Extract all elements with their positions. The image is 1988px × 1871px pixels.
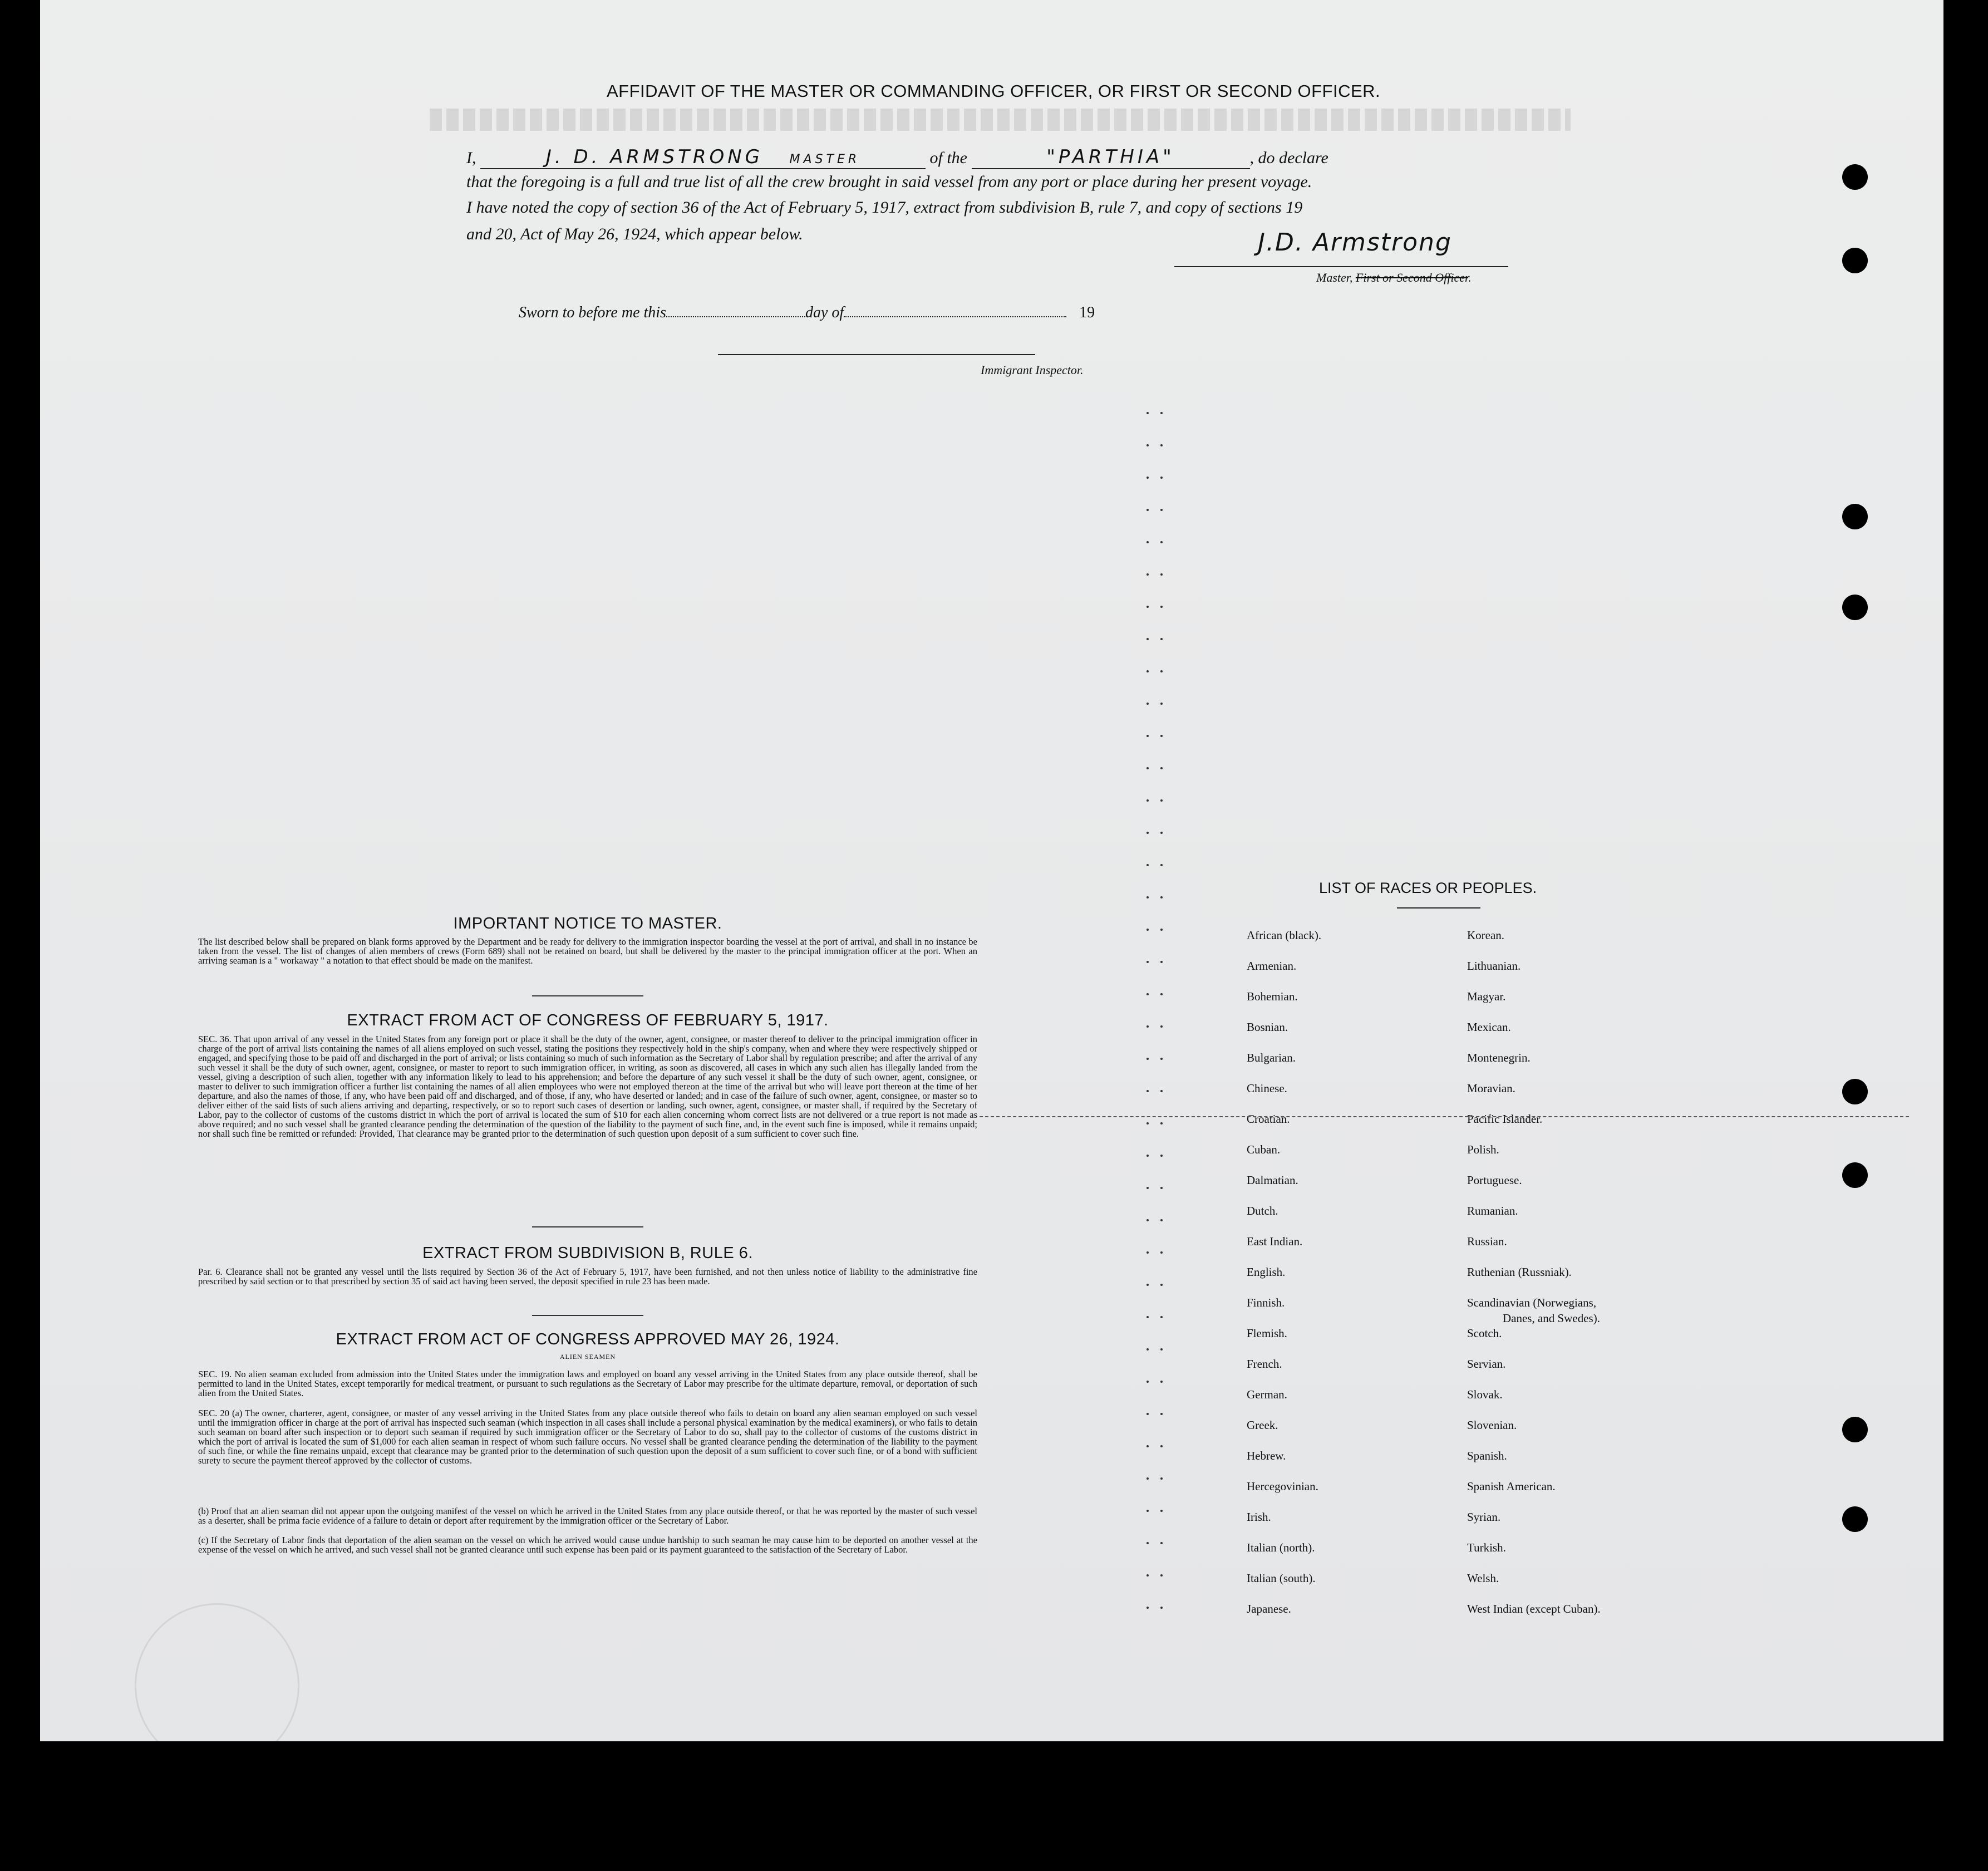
dot-leader bbox=[1146, 1251, 1149, 1254]
dot-leader bbox=[1146, 1413, 1149, 1415]
left-race-item: Italian (north). bbox=[1247, 1541, 1315, 1554]
dot-leader bbox=[1146, 638, 1149, 640]
right-race-item: Turkish. bbox=[1467, 1541, 1506, 1554]
page-fold bbox=[980, 1116, 1909, 1117]
right-race-item: Ruthenian (Russniak). bbox=[1467, 1265, 1572, 1279]
left-race-item: Dutch. bbox=[1247, 1204, 1278, 1217]
dot-leader bbox=[1146, 896, 1149, 898]
extract-1917-title: EXTRACT FROM ACT OF CONGRESS OF FEBRUARY 5, 1917. bbox=[347, 1011, 829, 1029]
dot-leader bbox=[1160, 1574, 1163, 1577]
right-race-item: Slovak. bbox=[1467, 1388, 1503, 1401]
left-race-item: Irish. bbox=[1247, 1510, 1271, 1524]
master-name: J. D. ARMSTRONG bbox=[545, 146, 764, 168]
dot-leader bbox=[1160, 1122, 1163, 1124]
affidavit-line-1 bbox=[466, 146, 1328, 169]
right-race-item: Russian. bbox=[1467, 1235, 1507, 1248]
dot-leader bbox=[1146, 929, 1149, 931]
left-race-item: Dalmatian. bbox=[1247, 1173, 1298, 1187]
right-race-item: Spanish. bbox=[1467, 1449, 1507, 1462]
dot-leader bbox=[1146, 573, 1149, 576]
binder-hole bbox=[1842, 504, 1868, 529]
races-title-underline bbox=[1397, 907, 1480, 909]
dot-leader bbox=[1146, 1187, 1149, 1189]
sec20b-body: (b) Proof that an alien seaman did not appear upon the outgoing manifest of the vessel on which he arrived in the United States from any place outside thereof, or that he was reported by the master of such vessel as a deserter, shall be prima facie evidence of a failure to detain or deport after requirement by the immigration officer or the Secretary of Labor. bbox=[198, 1506, 977, 1526]
dot-leader bbox=[1160, 896, 1163, 898]
dot-leader bbox=[1160, 1090, 1163, 1092]
right-race-item: Spanish American. bbox=[1467, 1480, 1556, 1493]
dot-leader bbox=[1160, 573, 1163, 576]
signature-label bbox=[1316, 271, 1472, 285]
dot-leader bbox=[1146, 703, 1149, 705]
sworn-month-blank bbox=[844, 316, 1066, 317]
sec20a-body: SEC. 20 (a) The owner, charterer, agent, consignee, or master of any vessel arriving in the United States from any place outside thereof who fails to detain on board any alien seaman employed on such vessel until the immigration officer in charge at the port of arrival has inspected such seaman (which inspection in all cases shall include a personal physical examination by the medical examiners), or who fails to detain such seaman on board after such inspection or to deport such seaman if required by such immigration officer or the Secretary of Labor to do so, shall pay to the collector of customs of the customs district in which the port of arrival is located the sum of $1,000 for each alien seaman in respect of whom such failure occurs. No vessel shall be granted clearance pending the determination of the liability to the payment of such fine, or while the fine remains unpaid, except that clearance may be granted prior to the determination of such question upon the deposit of a sum sufficient to cover such fine, or of a bond with sufficient surety to secure the payment thereof approved by the collector of customs. bbox=[198, 1408, 977, 1466]
binder-hole bbox=[1842, 595, 1868, 620]
left-race-item: English. bbox=[1247, 1265, 1286, 1279]
master-name-field bbox=[480, 146, 926, 169]
sec20c-body: (c) If the Secretary of Labor finds that deportation of the alien seaman on the vessel on which he arrived would cause undue hardship to such seaman he may cause him to be deported on another vessel at the expense of the vessel on which he arrived, and such vessel shall not be granted clearance until such expense has been paid or its payment guaranteed to the satisfaction of the Secretary of Labor. bbox=[198, 1535, 977, 1555]
dot-leader bbox=[1160, 929, 1163, 931]
dot-leader bbox=[1160, 412, 1163, 414]
races-title: LIST OF RACES OR PEOPLES. bbox=[1319, 880, 1537, 896]
extract-1924-title: EXTRACT FROM ACT OF CONGRESS APPROVED MAY 26, 1924. bbox=[336, 1330, 840, 1348]
left-race-item: Armenian. bbox=[1247, 959, 1297, 973]
left-race-item: East Indian. bbox=[1247, 1235, 1303, 1248]
left-race-item: French. bbox=[1247, 1357, 1282, 1371]
signature-label-end: . bbox=[1468, 271, 1472, 284]
dot-leader bbox=[1146, 541, 1149, 543]
right-race-item: Pacific Islander. bbox=[1467, 1112, 1543, 1126]
dot-leader bbox=[1160, 1413, 1163, 1415]
dot-leader bbox=[1146, 412, 1149, 414]
dot-leader bbox=[1146, 864, 1149, 866]
dot-leader bbox=[1160, 735, 1163, 737]
sworn-year: 19 bbox=[1079, 304, 1095, 321]
inspector-label: Immigrant Inspector. bbox=[981, 363, 1084, 377]
dot-leader bbox=[1146, 1122, 1149, 1124]
dot-leader bbox=[1160, 509, 1163, 511]
dot-leader bbox=[1146, 832, 1149, 834]
affidavit-declare: , do declare bbox=[1249, 149, 1328, 167]
bleed-through-text bbox=[430, 109, 1571, 131]
dot-leader bbox=[1160, 1251, 1163, 1254]
dot-leader bbox=[1160, 1607, 1163, 1609]
dot-leader bbox=[1160, 799, 1163, 802]
dot-leader bbox=[1160, 961, 1163, 963]
dot-leader bbox=[1146, 606, 1149, 608]
right-race-item: Servian. bbox=[1467, 1357, 1506, 1371]
right-race-item: Montenegrin. bbox=[1467, 1051, 1531, 1064]
binder-hole bbox=[1842, 1079, 1868, 1104]
vessel-name: "PARTHIA" bbox=[1046, 146, 1175, 168]
affidavit-line-4: and 20, Act of May 26, 1924, which appear below. bbox=[466, 225, 803, 243]
left-race-item: Flemish. bbox=[1247, 1327, 1287, 1340]
extract-1917-body: SEC. 36. That upon arrival of any vessel in the United States from any foreign port or place it shall be the duty of the owner, agent, consignee, or master thereof to deliver to the principal immigration officer in charge of the port of arrival lists containing the names of all aliens employed on such vessel, stating the positions they respectively hold in the ship's company, when and where they were respectively shipped or engaged, and specifying those to be paid off and discharged in the port of arrival; or lists containing so much of such information as the Secretary of Labor shall by regulation prescribe; and after the arrival of any such vessel it shall be the duty of such owner, agent, consignee, or master to report to such immigration officer, in writing, as soon as discovered, all cases in which any such alien has illegally landed from the vessel, giving a description of such alien, together with any information likely to lead to his apprehension; and before the departure of any such vessel it shall be the duty of such owner, agent, consignee, or master to deliver to such immigration officer a further list containing the names of all alien employees who were not employed thereon at the time of the arrival but who will leave port thereon at the time of her departure, and also the names of those, if any, who have been paid off and discharged, and of those, if any, who have deserted or landed; and in case of the failure of such owner, agent, consignee, or master so to deliver either of the said lists of such aliens arriving and departing, respectively, or so to report such cases of desertion or landing, such owner, agent, consignee, or master shall, if required by the Secretary of Labor, pay to the collector of customs of the customs district in which the port of arrival is located the sum of $10 for each alien concerning whom correct lists are not delivered or a true report is not made as above required; and no such vessel shall be granted clearance pending the determination of the question of the liability to the payment of such fine, and, in the event such fine is imposed, while it remains unpaid; nor shall such fine be remitted or refunded: Provided, That clearance may be granted prior to the determination of such question upon deposit of a sum sufficient to cover such fine. bbox=[198, 1034, 977, 1139]
right-race-item: Welsh. bbox=[1467, 1572, 1499, 1585]
dot-leader bbox=[1146, 1607, 1149, 1609]
sworn-day-blank bbox=[666, 316, 805, 317]
dot-leader bbox=[1160, 1219, 1163, 1221]
right-race-item: Scotch. bbox=[1467, 1327, 1502, 1340]
left-race-item: Bulgarian. bbox=[1247, 1051, 1296, 1064]
dot-leader bbox=[1146, 961, 1149, 963]
manifest-page bbox=[40, 0, 1943, 1741]
left-race-item: Chinese. bbox=[1247, 1082, 1287, 1095]
alien-seamen-subtitle: ALIEN SEAMEN bbox=[559, 1353, 616, 1361]
sworn-line bbox=[519, 304, 1095, 322]
binder-hole bbox=[1842, 1162, 1868, 1188]
dot-leader bbox=[1160, 638, 1163, 640]
dot-leader bbox=[1146, 1542, 1149, 1544]
left-race-item: Japanese. bbox=[1247, 1602, 1291, 1615]
dot-leader bbox=[1146, 1090, 1149, 1092]
left-race-item: Hercegovinian. bbox=[1247, 1480, 1318, 1493]
dot-leader bbox=[1146, 1219, 1149, 1221]
dot-leader bbox=[1146, 670, 1149, 672]
inspector-line bbox=[718, 354, 1035, 355]
right-race-item: Portuguese. bbox=[1467, 1173, 1522, 1187]
dot-leader bbox=[1146, 1445, 1149, 1447]
right-race-item: Mexican. bbox=[1467, 1020, 1511, 1034]
dot-leader bbox=[1146, 993, 1149, 995]
dot-leader bbox=[1160, 1187, 1163, 1189]
dot-leader bbox=[1160, 1284, 1163, 1286]
notice-body: The list described below shall be prepared on blank forms approved by the Department and be ready for delivery to the immigration inspector boarding the vessel at the port of arrival, and shall in no instance be taken from the vessel. The list of changes of alien members of crews (Form 689) shall not be retained on board, but shall be delivered by the master to the principal immigration officer at the port. When an arriving seaman is a " workaway " a notation to that effect should be made on the manifest. bbox=[198, 936, 977, 966]
right-race-item: West Indian (except Cuban). bbox=[1467, 1602, 1601, 1615]
signature-line bbox=[1174, 266, 1508, 267]
binder-hole bbox=[1842, 1417, 1868, 1442]
affidavit-i: I, bbox=[466, 149, 476, 167]
left-race-item: Hebrew. bbox=[1247, 1449, 1286, 1462]
right-race-item: Lithuanian. bbox=[1467, 959, 1521, 973]
dot-leader bbox=[1160, 1058, 1163, 1060]
dot-leader bbox=[1160, 1381, 1163, 1383]
dot-leader bbox=[1160, 1477, 1163, 1480]
dot-leader bbox=[1160, 1510, 1163, 1512]
dot-leader bbox=[1160, 477, 1163, 479]
left-race-item: Bohemian. bbox=[1247, 990, 1298, 1003]
right-race-item: Syrian. bbox=[1467, 1510, 1501, 1524]
dot-leader bbox=[1160, 541, 1163, 543]
right-race-item: Korean. bbox=[1467, 929, 1505, 942]
dot-leader bbox=[1160, 703, 1163, 705]
dot-leader bbox=[1160, 767, 1163, 769]
dot-leader bbox=[1146, 1510, 1149, 1512]
rule6-body: Par. 6. Clearance shall not be granted any vessel until the lists required by Section 36 of the Act of February 5, 1917, have been furnished, and not then unless notice of liability to the administrative fine prescribed by said section or to that prescribed by section 35 of said act having been served, the deposit specified in rule 23 has been made. bbox=[198, 1266, 977, 1286]
dot-leader bbox=[1160, 1025, 1163, 1028]
left-race-item: Croatian. bbox=[1247, 1112, 1290, 1126]
embossed-seal bbox=[135, 1603, 299, 1768]
dot-leader bbox=[1160, 1348, 1163, 1351]
left-race-item: Finnish. bbox=[1247, 1296, 1285, 1309]
affidavit-title: AFFIDAVIT OF THE MASTER OR COMMANDING OFFICER, OR FIRST OR SECOND OFFICER. bbox=[607, 81, 1381, 101]
dot-leader bbox=[1160, 670, 1163, 672]
right-race-item: Scandinavian (Norwegians, bbox=[1467, 1296, 1597, 1309]
dot-leader bbox=[1146, 1381, 1149, 1383]
right-race-item: Slovenian. bbox=[1467, 1418, 1517, 1432]
dot-leader bbox=[1146, 477, 1149, 479]
dot-leader bbox=[1146, 444, 1149, 446]
dot-leader bbox=[1160, 606, 1163, 608]
affidavit-line-3: I have noted the copy of section 36 of the Act of February 5, 1917, extract from subdivision B, rule 7, and copy of sections 19 bbox=[466, 198, 1303, 217]
race-scandinavian-continuation: Danes, and Swedes). bbox=[1503, 1312, 1600, 1325]
dot-leader bbox=[1160, 1155, 1163, 1157]
dot-leader bbox=[1146, 799, 1149, 802]
vessel-name-field bbox=[972, 146, 1250, 169]
dot-leader bbox=[1146, 1477, 1149, 1480]
dot-leader bbox=[1146, 509, 1149, 511]
binder-hole bbox=[1842, 164, 1868, 190]
dot-leader bbox=[1146, 1574, 1149, 1577]
left-race-item: African (black). bbox=[1247, 929, 1322, 942]
divider bbox=[532, 1315, 643, 1316]
dot-leader bbox=[1160, 1445, 1163, 1447]
sworn-day: day of bbox=[805, 304, 844, 321]
sworn-prefix: Sworn to before me this bbox=[519, 304, 666, 321]
dot-leader bbox=[1160, 1316, 1163, 1318]
binder-hole bbox=[1842, 248, 1868, 273]
left-race-item: German. bbox=[1247, 1388, 1287, 1401]
dot-leader bbox=[1146, 1058, 1149, 1060]
right-race-item: Rumanian. bbox=[1467, 1204, 1518, 1217]
right-race-item: Magyar. bbox=[1467, 990, 1506, 1003]
dot-leader bbox=[1160, 864, 1163, 866]
signature-label-struck: First or Second Officer bbox=[1355, 271, 1469, 284]
dot-leader bbox=[1146, 767, 1149, 769]
dot-leader bbox=[1160, 832, 1163, 834]
dot-leader bbox=[1146, 1316, 1149, 1318]
dot-leader bbox=[1160, 993, 1163, 995]
dot-leader bbox=[1146, 735, 1149, 737]
divider bbox=[532, 1226, 643, 1227]
left-race-item: Italian (south). bbox=[1247, 1572, 1316, 1585]
dot-leader bbox=[1146, 1284, 1149, 1286]
rule6-title: EXTRACT FROM SUBDIVISION B, RULE 6. bbox=[422, 1244, 753, 1262]
left-race-item: Greek. bbox=[1247, 1418, 1278, 1432]
left-race-item: Bosnian. bbox=[1247, 1020, 1288, 1034]
right-race-item: Moravian. bbox=[1467, 1082, 1515, 1095]
master-title: MASTER bbox=[789, 153, 860, 166]
dot-leader bbox=[1146, 1155, 1149, 1157]
sec19-body: SEC. 19. No alien seaman excluded from admission into the United States under the immigration laws and employed on board any vessel arriving in the United States from any place outside thereof, shall be permitted to land in the United States, except temporarily for medical treatment, or pursuant to such regulations as the Secretary of Labor may prescribe for the ultimate departure, removal, or deportation of such alien from the United States. bbox=[198, 1369, 977, 1398]
dot-leader bbox=[1160, 444, 1163, 446]
left-race-item: Cuban. bbox=[1247, 1143, 1281, 1156]
signature-label-master: Master, bbox=[1316, 271, 1353, 284]
notice-title: IMPORTANT NOTICE TO MASTER. bbox=[453, 915, 722, 932]
affidavit-of-the: of the bbox=[929, 149, 967, 167]
affidavit-line-2: that the foregoing is a full and true list of all the crew brought in said vessel from any port or place during her present voyage. bbox=[466, 173, 1312, 191]
binder-hole bbox=[1842, 1506, 1868, 1532]
divider bbox=[532, 995, 643, 996]
master-signature: J.D. Armstrong bbox=[1258, 228, 1452, 257]
dot-leader bbox=[1160, 1542, 1163, 1544]
dot-leader bbox=[1146, 1025, 1149, 1028]
dot-leader bbox=[1146, 1348, 1149, 1351]
right-race-item: Polish. bbox=[1467, 1143, 1499, 1156]
